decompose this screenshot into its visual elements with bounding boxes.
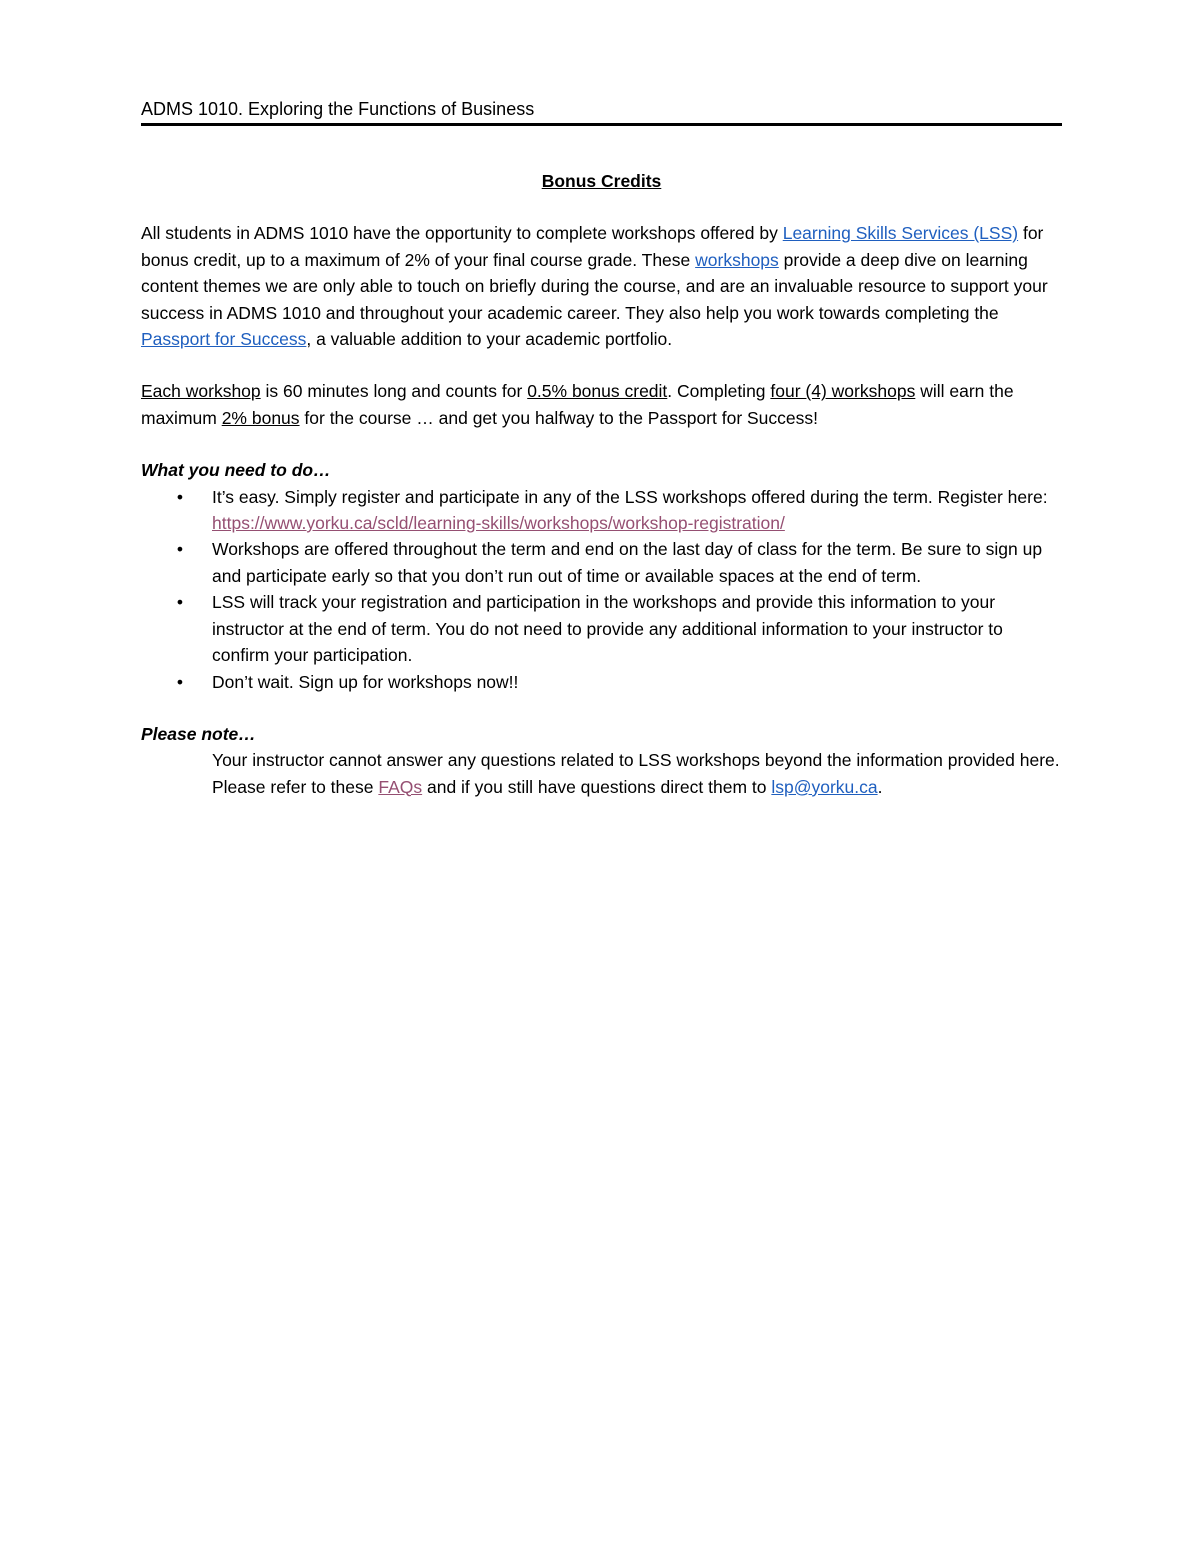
bullet-icon: • xyxy=(176,671,184,692)
list-item xyxy=(141,484,1062,537)
intro-text-2: for bonus credit, up to a maximum of 2% of your final course grade. These xyxy=(141,223,1044,270)
bullet-text-4: Don’t wait. Sign up for workshops now!! xyxy=(212,671,519,692)
intro-text-3: provide a deep dive on learning content themes we are only able to touch on briefly during the course, and are an invaluable resource to support your success in ADMS 1010 and throughout your academic career. They also help you work towards completing the xyxy=(141,249,1048,323)
registration-link[interactable]: https://www.yorku.ca/scld/learning-skills/workshops/workshop-registration/ xyxy=(212,513,785,534)
bullet-icon: • xyxy=(176,592,184,613)
max-bonus-text: 2% bonus xyxy=(221,407,300,428)
note-paragraph xyxy=(141,747,1062,800)
note-heading: Please note… xyxy=(141,723,256,744)
bonus-credit-text: 0.5% bonus credit xyxy=(527,381,668,402)
note-text-1: Your instructor cannot answer any questions related to LSS workshops beyond the information provided here. Please refer to these xyxy=(212,750,1060,797)
credit-text-2: . Completing xyxy=(667,381,771,402)
four-workshops-text: four (4) workshops xyxy=(770,381,916,402)
credit-paragraph xyxy=(141,378,1062,431)
learning-skills-services-link[interactable]: Learning Skills Services (LSS) xyxy=(782,223,1019,244)
note-text-3: . xyxy=(877,776,883,797)
bullet-icon: • xyxy=(176,486,184,507)
each-workshop-text: Each workshop xyxy=(141,381,261,402)
todo-list xyxy=(141,484,1062,695)
todo-heading: What you need to do… xyxy=(141,460,331,481)
bullet-icon: • xyxy=(176,539,184,560)
list-item xyxy=(141,669,1062,695)
note-text-2: and if you still have questions direct them to xyxy=(422,776,772,797)
credit-text-1: is 60 minutes long and counts for xyxy=(260,381,528,402)
bullet-text-2: Workshops are offered throughout the term and end on the last day of class for the term. Be sure to sign up and participate early so that you don’t run out of time or available spaces at the end of term. xyxy=(212,539,1043,586)
workshops-link[interactable]: workshops xyxy=(695,249,779,270)
credit-text-3: will earn the maximum xyxy=(141,381,1014,428)
bullet-text-3: LSS will track your registration and participation in the workshops and provide this information to your instructor at the end of term. You do not need to provide any additional information to your instructor to confirm your participation. xyxy=(212,592,1003,666)
page-header xyxy=(141,97,1062,126)
list-item xyxy=(141,589,1062,668)
intro-text-4: , a valuable addition to your academic portfolio. xyxy=(306,329,673,350)
list-item xyxy=(141,536,1062,589)
document-title: Bonus Credits xyxy=(541,171,662,191)
bullet-text-1: It’s easy. Simply register and participate in any of the LSS workshops offered during the term. Register here: xyxy=(212,486,1048,507)
passport-for-success-link[interactable]: Passport for Success xyxy=(141,329,307,350)
document-body xyxy=(141,168,1062,800)
course-title: ADMS 1010. Exploring the Functions of Business xyxy=(141,99,535,119)
faqs-link[interactable]: FAQs xyxy=(378,776,423,797)
credit-text-4: for the course … and get you halfway to the Passport for Success! xyxy=(299,407,819,428)
email-link[interactable]: lsp@yorku.ca xyxy=(771,776,878,797)
intro-text-1: All students in ADMS 1010 have the opportunity to complete workshops offered by xyxy=(141,223,783,244)
intro-paragraph xyxy=(141,220,1062,352)
